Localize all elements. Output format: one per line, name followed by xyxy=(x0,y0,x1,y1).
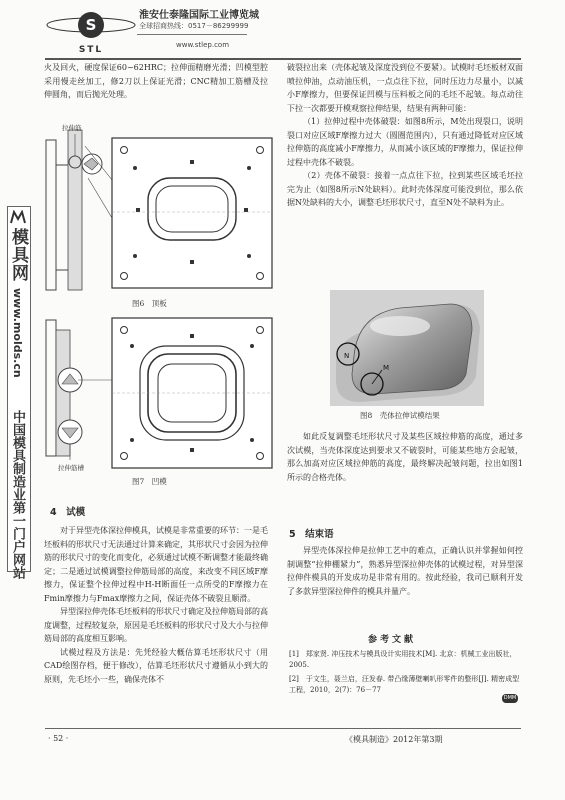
reference-item: [1] 郑家贤. 冲压技术与模具设计实用技术[M]. 北京：机械工业出版社，2005. xyxy=(289,650,517,669)
fig8-mark-n: N xyxy=(344,352,350,360)
section-5-body xyxy=(287,544,523,598)
figure-8-photo xyxy=(330,290,484,406)
references-heading: 参考文献 xyxy=(368,635,417,645)
figure-7-cavity xyxy=(40,310,278,474)
figure-6-top-plate xyxy=(40,120,278,296)
paragraph: 试模过程及方法是：先凭经验大概估算毛坯形状尺寸（用CAD绘图存档，便于修改），估算毛坯形状尺寸遵循从小到大的原则，先毛坯小一些，确保壳体不 xyxy=(44,647,268,684)
paragraph: 火及回火，硬度保证60~62HRC；拉伸面精磨光滑；凹模型腔采用慢走丝加工，修2刀以上保证光滑；CNC精加工筋槽及拉伸圆角，而后抛光处理。 xyxy=(44,63,268,99)
header-website[interactable]: www.stlep.com xyxy=(176,41,230,49)
footer-rule xyxy=(45,728,521,729)
journal-issue: 《模具制造》2012年第3期 xyxy=(345,735,443,744)
right-mid-text xyxy=(287,430,523,484)
section-5-heading: 5 结束语 xyxy=(289,529,334,540)
section-4-body xyxy=(44,524,268,686)
fig8-mark-m: M xyxy=(383,364,390,372)
stl-logo xyxy=(45,6,137,56)
figure-8-caption: 图8 壳体拉伸试模结果 xyxy=(360,411,440,420)
header-divider xyxy=(137,34,247,35)
paragraph: （1）拉伸过程中壳体破裂：如图8所示，M处出现裂口，说明裂口对应区域F摩擦力过大（圆圈范围内），只有通过降低对应区域拉伸筋的高度减小F摩擦力，从而减小该区域的F摩擦力，保证拉伸过程中壳体不破裂。 xyxy=(287,117,523,167)
header-rule xyxy=(45,58,521,60)
side-banner-tagline: 中国模具制造业第一门户网站 xyxy=(10,410,25,579)
header-phone: 全球招商热线：0517－86299999 xyxy=(139,22,249,30)
fig7-label: 拉伸筋槽 xyxy=(58,464,84,472)
section-4-heading: 4 试模 xyxy=(50,507,86,518)
paragraph: 如此反复调整毛坯形状尺寸及某些区域拉伸筋的高度，通过多次试模，当壳体深度达到要求又不破裂时，可能某些地方会起皱，那么加高对应区域拉伸筋的高度，最终解决起皱问题，拉出如图1所示的合格壳体。 xyxy=(287,432,523,482)
side-banner-url[interactable]: www.molds.cn xyxy=(11,288,24,378)
side-banner-title: 模具网 xyxy=(8,228,28,282)
svg-text:S: S xyxy=(85,16,97,34)
figure-6-caption: 图6 顶板 xyxy=(132,299,167,308)
paragraph: （2）壳体不破裂：接着一点点往下拉，拉到某些区域毛坯拉完为止（如图8所示N处缺料）。此时壳体深度可能没到位，那么依据N处缺料的大小，调整毛坯形状尺寸，直至N处不缺料为止。 xyxy=(287,171,523,207)
page-number: · 52 · xyxy=(48,734,69,743)
molds-logo-icon xyxy=(10,210,26,224)
reference-item: [2] 于文生，聂兰启，汪发春. 带凸缘薄壁喇叭形零件的整形[J]. 精密成型工程，2010，2(7)：76－77 xyxy=(289,675,520,694)
paragraph: 破裂拉出来（壳体起皱及深度没到位不要紧）。试模时毛坯板材双面喷拉伸油，点动油压机，一点点往下拉，同时压边力尽量小，以减小F摩擦力，但要保证凹模与压料板之间的毛坯不起皱。每点动往下拉一次都要开模观察拉伸结果，结果有两种可能： xyxy=(287,63,523,113)
header-title: 淮安仕泰隆国际工业博览城 xyxy=(139,10,259,21)
left-intro-text xyxy=(44,61,268,102)
paragraph: 异型壳体深拉伸是拉伸工艺中的难点，正确认识并掌握如何控制调整“拉伸棚紧力”，熟悉异型深拉伸壳体的试模过程，对异型深拉伸件模具的开发成功是非常有用的。按此经验，我司已顺利开发了多款异型深拉伸件的模具并量产。 xyxy=(287,546,523,596)
figure-7-caption: 图7 凹模 xyxy=(132,477,167,486)
paragraph: 对于异型壳体深拉伸模具，试模是非常重要的环节：一是毛坯板料的形状尺寸无法通过计算来确定，其形状尺寸会因为拉伸筋的形状尺寸的变化而变化，必须通过试模不断调整才能最终确定；二是通过试模调整拉伸筋局部的高度，来改变不同区域F摩擦力，保证整个拉伸过程中H-H断面任一点所受的F摩擦力在Fmin摩擦力与Fmax摩擦力之间，保证壳体不破裂且顺滑。 xyxy=(44,526,268,603)
fig6-label: 拉伸筋 xyxy=(62,124,82,132)
right-top-text xyxy=(287,61,523,210)
logo-text: STL xyxy=(78,45,104,55)
paragraph: 异型深拉伸壳体毛坯板料的形状尺寸确定及拉伸筋局部的高度调整，过程较复杂，原因是毛坯板料的形状尺寸及大小与拉伸筋局部的高度相互影响。 xyxy=(44,607,268,643)
journal-badge: DMM xyxy=(503,695,517,701)
